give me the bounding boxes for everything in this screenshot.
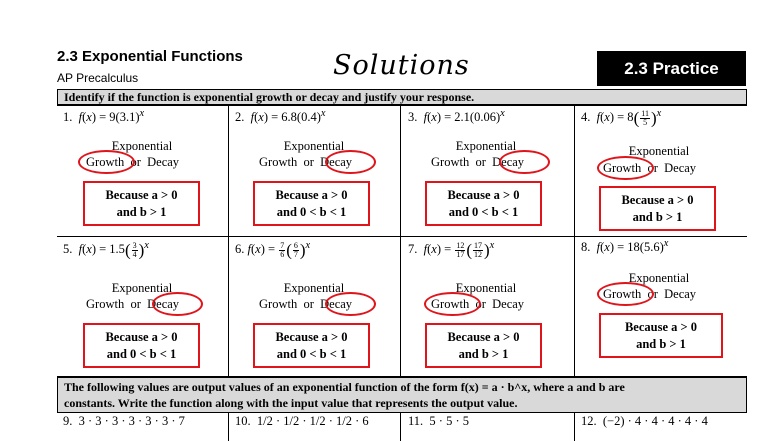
- grid-line: [57, 105, 747, 106]
- problem-12: 12. (−2) · 4 · 4 · 4 · 4 · 4: [581, 414, 708, 428]
- course-label: AP Precalculus: [57, 71, 139, 85]
- answer-circle-decay: [499, 150, 550, 174]
- exponential-label: Exponential: [455, 281, 517, 295]
- choice-row-8: Growth or Decay: [603, 287, 697, 301]
- problem-1: 1. $f(x) = 9(3.1)^x$: [63, 108, 145, 125]
- grid-line: [400, 105, 401, 377]
- grid-line: [574, 105, 575, 377]
- reason-box-8: Because a > 0 and b > 1: [599, 313, 723, 358]
- exponential-label: Exponential: [111, 281, 173, 295]
- instruction-band-2: The following values are output values of an exponential function of the form f(x) = a · b^x, where a and b are constants. Write the function along with the input value that represents the output value.: [57, 377, 747, 413]
- answer-circle-growth: [597, 156, 654, 180]
- grid-line: [574, 413, 575, 441]
- answer-circle-decay: [152, 292, 203, 316]
- practice-badge: 2.3 Practice: [597, 51, 746, 86]
- choice-row-2: Growth or Decay: [259, 155, 353, 169]
- problem-11: 11. 5 · 5 · 5: [408, 414, 469, 428]
- answer-circle-decay: [325, 292, 376, 316]
- choice-row-3: Growth or Decay: [431, 155, 525, 169]
- solutions-handwriting: Solutions: [333, 50, 470, 81]
- reason-box-7: Because a > 0 and b > 1: [425, 323, 542, 368]
- reason-box-3: Because a > 0 and 0 < b < 1: [425, 181, 542, 226]
- problem-6: 6. f(x) = $\frac{7}{6}$ ( $\frac{6}{7}$ )$^x$: [235, 240, 311, 260]
- problem-5: 5. f(x) = 1.5( $\frac{3}{4}$ )$^x$: [63, 240, 149, 260]
- grid-line: [228, 413, 229, 441]
- grid-line: [228, 105, 229, 377]
- exponential-label: Exponential: [283, 139, 345, 153]
- reason-box-1: Because a > 0 and b > 1: [83, 181, 200, 226]
- reason-box-4: Because a > 0 and b > 1: [599, 186, 716, 231]
- choice-row-4: Growth or Decay: [603, 161, 697, 175]
- exponential-label: Exponential: [628, 271, 690, 285]
- reason-box-6: Because a > 0 and 0 < b < 1: [253, 323, 370, 368]
- exponential-label: Exponential: [283, 281, 345, 295]
- answer-circle-decay: [325, 150, 376, 174]
- choice-row-6: Growth or Decay: [259, 297, 353, 311]
- problem-3: 3. $f(x) = 2.1(0.06)^x$: [408, 108, 505, 125]
- problem-9: 9. 3 · 3 · 3 · 3 · 3 · 3 · 7: [63, 414, 185, 428]
- reason-box-2: Because a > 0 and 0 < b < 1: [253, 181, 370, 226]
- exponential-label: Exponential: [455, 139, 517, 153]
- reason-box-5: Because a > 0 and 0 < b < 1: [83, 323, 200, 368]
- problem-4: 4. f(x) = 8( $\frac{11}{5}$ )$^x$: [581, 108, 662, 128]
- problem-7: 7. f(x) = $\frac{12}{17}$ ( $\frac{17}{12}$ )$^x$: [408, 240, 495, 260]
- answer-circle-growth: [78, 150, 135, 174]
- exponential-label: Exponential: [111, 139, 173, 153]
- instruction-band-1: Identify if the function is exponential growth or decay and justify your response.: [57, 89, 747, 105]
- answer-circle-growth: [597, 282, 654, 306]
- problem-2: 2. $f(x) = 6.8(0.4)^x$: [235, 108, 326, 125]
- answer-circle-growth: [424, 292, 481, 316]
- choice-row-1: Growth or Decay: [86, 155, 180, 169]
- choice-row-5: Growth or Decay: [86, 297, 180, 311]
- grid-line: [400, 413, 401, 441]
- problem-10: 10. 1/2 · 1/2 · 1/2 · 1/2 · 6: [235, 414, 369, 428]
- exponential-label: Exponential: [628, 144, 690, 158]
- grid-line: [57, 236, 747, 237]
- choice-row-7: Growth or Decay: [431, 297, 525, 311]
- page-title: 2.3 Exponential Functions: [57, 48, 243, 65]
- problem-8: 8. $f(x) = 18(5.6)^x$: [581, 238, 669, 255]
